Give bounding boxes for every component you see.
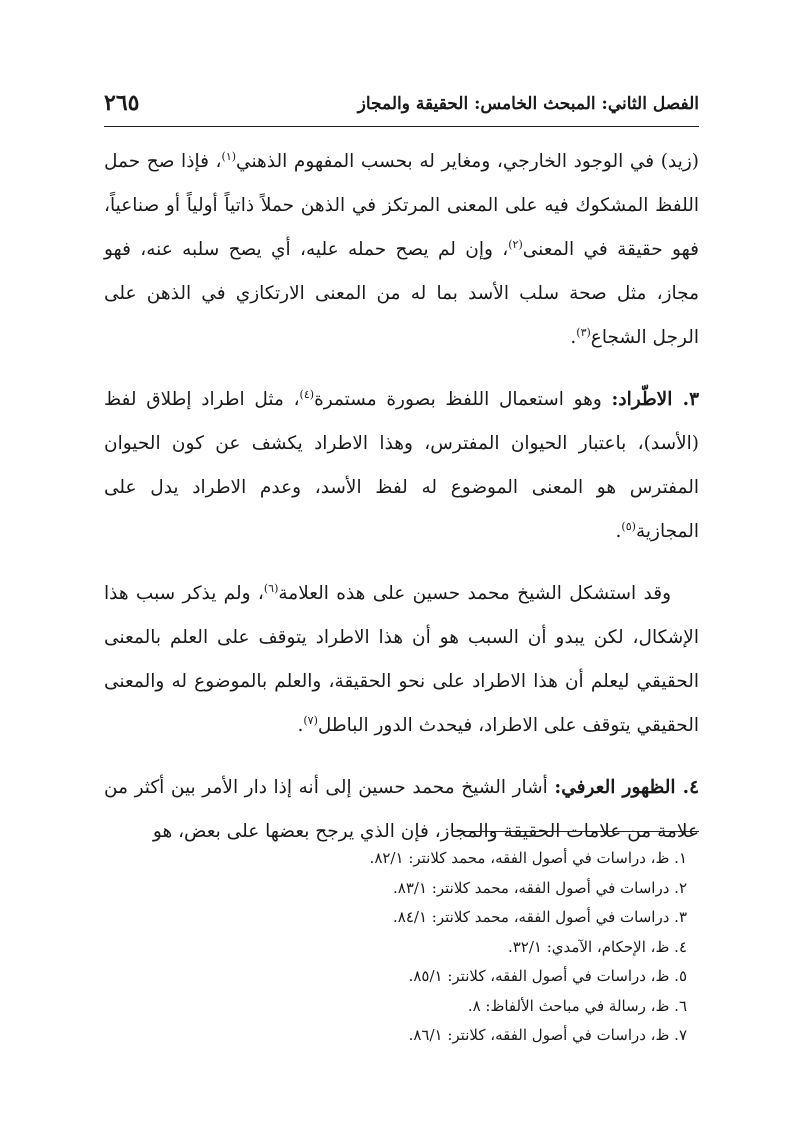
page-number: ٢٦٥: [104, 90, 140, 116]
footnote-item: ٣. دراسات في أصول الفقه، محمد كلانتر: ٨٤/١.: [393, 908, 687, 926]
paragraph-text: وهو استعمال اللفظ بصورة مستمرة: [314, 389, 612, 410]
paragraph-2: [104, 378, 699, 554]
footnote-separator: [453, 831, 699, 832]
section-lead-ittirad: ٣. الاطّراد:: [611, 389, 699, 410]
footnote-ref-4: (٤): [299, 387, 315, 401]
footnote-item: ٥. ظ، دراسات في أصول الفقه، كلانتر: ٨٥/١.: [408, 967, 687, 985]
main-text: [104, 140, 699, 854]
footnote-ref-3: (٣): [576, 325, 591, 339]
footnote-item: ٧. ظ، دراسات في أصول الفقه، كلانتر: ٨٦/١.: [408, 1026, 687, 1044]
footnote-item: ٦. ظ، رسالة في مباحث الألفاظ: ٨.: [467, 996, 687, 1015]
footnote-item: ١. ظ، دراسات في أصول الفقه، محمد كلانتر: ٨٢/١.: [369, 849, 687, 867]
section-lead-urf: ٤. الظهور العرفي:: [554, 777, 699, 798]
paragraph-text: ، فإذا صح حمل اللفظ المشكوك فيه على المعنى المرتكز في الذهن حملاً ذاتياً أولياً أو صناعياً، فهو حقيقة في المعنى: [104, 151, 699, 260]
footnote-ref-1: (١): [221, 149, 237, 163]
paragraph-text: (زيد) في الوجود الخارجي، ومغاير له بحسب المفهوم الذهني: [236, 151, 699, 172]
paragraph-text: ، مثل اطراد إطلاق لفظ (الأسد)، باعتبار الحيوان المفترس، وهذا الاطراد يكشف عن كون الحيوان المفترس هو المعنى الموضوع له لفظ الأسد، وعدم الاطراد يدل على المجازية: [104, 389, 699, 542]
paragraph-text: .: [570, 327, 577, 348]
paragraph-text: .: [615, 521, 622, 542]
footnote-ref-7: (٧): [303, 713, 318, 727]
paragraph-1: [104, 140, 699, 360]
paragraph-text: .: [297, 715, 304, 736]
running-title: الفصل الثاني: المبحث الخامس: الحقيقة والمجاز: [357, 94, 699, 114]
paragraph-text: ، وإن لم يصح حمله عليه، أي يصح سلبه عنه، فهو مجاز، مثل صحة سلب الأسد بما له من المعنى الارتكازي في الذهن على الرجل الشجاع: [104, 239, 699, 348]
footnote-item: ٤. ظ، الإحكام، الآمدي: ٣٢/١.: [507, 937, 687, 956]
footnote-ref-2: (٢): [508, 237, 523, 251]
footnote-ref-5: (٥): [621, 519, 636, 533]
paragraph-3: [104, 572, 699, 748]
paragraph-text: أشار الشيخ محمد حسين إلى أنه إذا دار الأمر بين أكثر من علامة من علامات الحقيقة والمجاز، فإن الذي يرجح بعضها على بعض، هو: [104, 777, 699, 842]
footnotes-list: [104, 844, 699, 1051]
paragraph-text: ، ولم يذكر سبب هذا الإشكال، لكن يبدو أن السبب هو أن هذا الاطراد يتوقف على العلم بالمعنى الحقيقي ليعلم أن هذا الاطراد على نحو الحقيقة، والعلم بالموضوع له والمعنى الحقيقي يتوقف على الاطراد، فيحدث الدور الباطل: [104, 583, 699, 736]
footnote-ref-6: (٦): [263, 581, 279, 595]
running-header: [104, 88, 699, 127]
paragraph-4: [104, 766, 699, 854]
paragraph-text: وقد استشكل الشيخ محمد حسين على هذه العلامة: [278, 583, 672, 604]
footnote-item: ٢. دراسات في أصول الفقه، محمد كلانتر: ٨٣/١.: [393, 878, 687, 897]
